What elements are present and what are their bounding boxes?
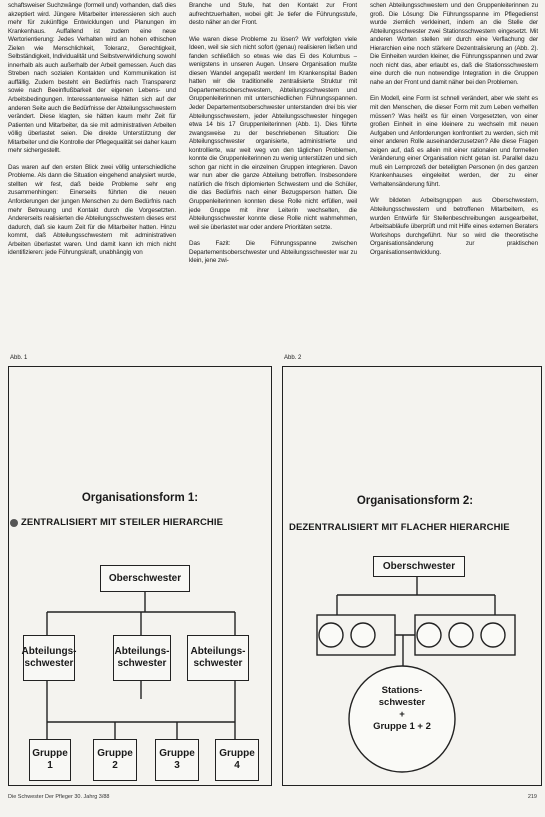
box-gruppe-4: Gruppe 4 [215,739,259,781]
bullet-dot [10,519,18,527]
box-oberschwester: Oberschwester [100,565,190,592]
paragraph: Wir bildeten Arbeitsgruppen aus Oberschwestern, Abteilungsschwestern und betroffenen Mitarbeitern, es wurden Entwürfe für Stellenbeschreibungen ausgearbeitet, Arbeitsabläufe überprüft und mit Hilfe eines externen Beraters Workshops durchgeführt. Nur so wird die theoretische Organisationsänderung zur praktischen Organisationsentwicklung. [370,197,538,256]
figure-1-title: Organisationsform 1: [81,492,199,504]
box-gruppe-3: Gruppe 3 [155,739,199,781]
paragraph: Ein Modell, eine Form ist schnell verändert, aber wie steht es mit den Menschen, die dieser Form mit zum Leben verhelfen müssen? Was heißt es für einen Vorgesetzten, von einer großen Einheit in eine kleinere zu wechseln mit neuen Aufgaben und Anforderungen konfrontiert zu werden, sich mit einer anderen Rolle auseinanderzusetzen? Alle diese Fragen zeigen auf, daß es allein mit einer rationalen und formellen Veränderung einer Organisation nicht getan ist. Parallel dazu muß ein Lernprozeß der beteiligten Personen (in des ganzen Krankenhauses eingeleitet werden, der zu einer Verhaltensänderung führt. [370,95,538,188]
node-circle [417,623,441,647]
box-oberschwester: Oberschwester [373,556,465,577]
paragraph: schaftsweiser Suchzwänge (formell und) vorhanden, daß dies akzeptiert wird. Jüngere Mitarbeiter interessieren sich auch mehr für zukünftige Entwicklungen und Planungen im Krankenhaus. Auffallend ist zudem eine neue Wertorientierung: Jedes Verhalten wird an hohen ethischen Zielen wie Menschlichkeit, Toleranz, Gerechtigkeit, Selbständigkeit, Individualität und Selbstverwirklichung sowohl innerhalb als auch außerhalb der Arbeit gemessen. Auch das Streben nach sozialen Kontakten und Kommunikation ist auffällig. Zudem besteht ein Bedürfnis nach Transparenz sowie nach Beeinflußbarkeit der eigenen Lebens- und Arbeitsbedingungen. Interessanterweise hätten sich auf der anderen Seite auch die Bedürfnisse der Abteilungsschwestern verändert. Diese klagten, sie hätten kaum mehr Zeit für Patienten und Mitarbeiter, da sie mit administrativen Arbeiten völlig überlastet seien. Die direkte Unterstützung der Mitarbeiter und die Kontrolle der Pflegequalität sei daher kaum mehr sichergestellt. [8,2,176,155]
text-column-1 [8,2,176,360]
figure-2-subtitle: DEZENTRALISIERT MIT FLACHER HIERARCHIE [289,522,510,533]
figure-1-subtitle: ZENTRALISIERT MIT STEILER HIERARCHIE [21,517,224,528]
page-number: 219 [527,794,537,800]
paragraph: Das Fazit: Die Führungsspanne zwischen Departementsoberschwester und Abteilungsschwester war zu klein, jene zwi- [189,240,357,265]
footer-source: Die Schwester Der Pfleger 30. Jahrg 3/88 [8,794,110,800]
box-abteilungsschwester-1: Abteilungs- schwester [23,635,75,681]
figure-1-caption: Abb. 1 [10,355,28,361]
node-circle [449,623,473,647]
figure-1-org-chart [8,366,272,786]
box-abteilungsschwester-3: Abteilungs- schwester [187,635,249,681]
node-circle [351,623,375,647]
text-column-2 [189,2,357,360]
box-gruppe-1: Gruppe 1 [29,739,71,781]
node-circle [481,623,505,647]
paragraph: schen Abteilungsschwestern und den Gruppenleiterinnen zu groß. Die Lösung: Die Führungsspanne im Pflegedienst wurde ziemlich verkleinert, indem an die Stelle der Abteilungsschwester zwei Stationsschwestern eingesetzt. Mit anderen Worten stellen wir durch eine Verflachung der Hierarchien eine noch stärkere Dezentralisierung an (Abb. 2). Die Einheiten wurden kleiner, die Führungsspannen und zwar noch nicht das, aber erlaubt es, daß die Stationsschwestern eine durch die nun notwendige Integration in die Gruppen nahe an der Front und damit näher bei den Problemen. [370,2,538,86]
figure-2-caption: Abb. 2 [284,355,302,361]
paragraph: Wie waren diese Probleme zu lösen? Wir verfolgten viele Ideen, weil sie sich nicht sofort (genau) realisieren ließen und fanden schließlich so etwas wie das Ei des Kolumbus – wenigstens in unseren Augen. Unsere Organisation mußte diesen Wandel angepaßt werden! Im Krankenspital Baden hatten wir die traditionelle zentralisierte Struktur mit Departementsoberschwestern, Abteilungsschwestern und Gruppenleiterinnen mit unterschiedlichen Führungsspannen. Jeder Departementsoberschwester unterstanden drei bis vier Abteilungsschwestern, jeder Abteilungsschwester hingegen etwa 14 bis 17 Gruppenleiterinnen (Abb. 1). Dies führte zwangsweise zu der beschriebenen Situation: Die Abteilungsschwester organisierte, administrierte und kontrollierte, war weit weg von den täglichen Problemen, konnte die Gruppenleiterinnen zu wenig unterstützen und sich schon gar nicht in die einzelnen Gruppen integrieren. Davon war nun aber die ganze Abteilung betroffen. Insbesondere natürlich die frisch diplomierten Schwestern und die Schüler, die das Bedürfnis nach einer Bezugsperson hatten. Die Gruppenleiterinnen konnten diese Rolle nicht erfüllen, weil jede Gruppe mit ihrer Leiterin wechselten, die Abteilungsschwester konnte diese Rolle nicht wahrnehmen, weil sie überlastet war oder andere Prioritäten setzte. [189,35,357,231]
box-gruppe-2: Gruppe 2 [93,739,137,781]
figure-2-org-chart [282,366,542,786]
paragraph: Branche und Stufe, hat den Kontakt zur Front aufrechtzuerhalten, wobei gilt: Je tiefer die Führungsstufe, desto näher an der Front. [189,2,357,27]
node-circle [319,623,343,647]
paragraph: Das waren auf den ersten Blick zwei völlig unterschiedliche Probleme. Als dann die Situation eingehend analysiert wurde, stellten wir fest, daß beide Probleme sehr eng zusammenhingen: Einerseits führten die neuen Anforderungen der jungen Menschen zu dem Bedürfnis nach mehr Betreuung und Kontakt durch die Vorgesetzten. Andererseits realisierten die Abteilungsschwestern dieses erst dadurch, daß sie kaum Zeit für die Mitarbeiter hatten. Hinzu kommt, daß Abteilungsschwestern mit administrativen Arbeiten überlastet waren. Und damit kann ich mich nicht identifizieren: jede Führungskraft, unabhängig von [8,163,176,257]
text-column-3 [370,2,538,360]
figure-2-title: Organisationsform 2: [356,495,474,507]
box-abteilungsschwester-2: Abteilungs- schwester [113,635,171,681]
station-label: Stations- schwester + Gruppe 1 + 2 [373,685,431,732]
